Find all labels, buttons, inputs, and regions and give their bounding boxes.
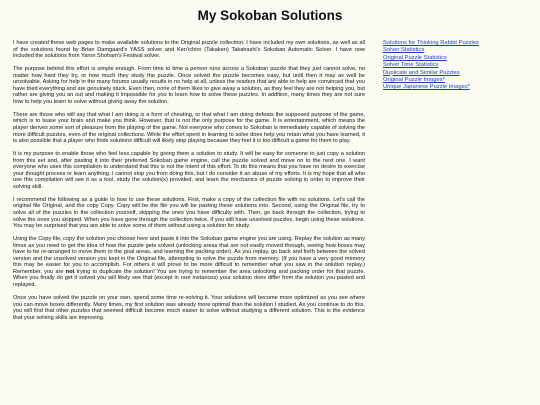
paragraph-replay-part1: Using the Copy file, copy the solution you choose here and paste it into the Sokoban game engine you are using. Replay the solution as many times as you need to get the idea of how the puzzle gets solved (unlocking areas that are not easily moved through, seeing how boxes may have to be re-arranged to move them to the goal areas, and learning the packing order). As you replay, go back and forth between the solved version and the unsolved version you kept in the Original file, attempting to solve the puzzle from memory. (If you have a very good memory this may be easier for you to accomplish. For others it will prove to be more difficult to remember what you saw in the solution replay.) Remember, you are	[13, 236, 365, 275]
paragraph-purpose: The purpose behind this effort is simple enough. From time to time a person runs across a Sokoban puzzle that they just cannot solve, no matter how hard they try, or how much they study the puzzle. Once solved the puzzle becomes easy, but until then it may as well be unsolvable. Asking for help in the many forums usually results in no help at all, unless the readers that are able to help are convinced that you have tried everything and are genuinely stuck. Even then, none of them likes to give away a solution, as they feel they are not helping you, but rather are giving you an out and making it impossible for you to learn how to solve these puzzles. In addition, many times they are not sure how to help you learn to solve without giving away the solution.	[13, 66, 365, 105]
link-duplicate-similar-puzzles[interactable]: Duplicate and Similar Puzzles	[383, 69, 460, 76]
paragraph-cheating: There are those who will say that what I am doing is a form of cheating, or that what I am doing defeats the supposed purpose of the game, which is to tease your brain and make you think. However, that is not the only purpose for the game. It is entertainment, which means the player derives some sort of pleasure from the playing of the game. Not everyone who comes to Sokoban is immediately capable of solving the more difficult puzzles, even of the original collections. While the effort spent in learning to solve does help you retain what you have learned, it is also possible that a player who finds solutions difficult will likely stop playing because they feel it is too difficult a game for them to play.	[13, 111, 365, 145]
link-solver-time-statistics[interactable]: Solver Time Statistics	[383, 62, 439, 69]
link-unique-japanese-puzzle-images[interactable]: Unique Japanese Puzzle Images*	[383, 84, 471, 91]
link-thinking-rabbit-solutions[interactable]: Solutions for Thinking Rabbit Puzzles	[383, 40, 479, 46]
main-content	[13, 40, 365, 328]
paragraph-replay	[13, 236, 365, 288]
sidebar-links	[383, 40, 533, 92]
paragraph-intro: I have created these web pages to make available solutions to the Original puzzle collection. I have included my own solutions, as well as all of the solutions found by Brian Damgaard's YASS solver and Ken'ichiro (Takaken) Takahashi's Sokoban Automatic Solver. I have now included the solutions from Yaron Shoham's Festival solver.	[13, 40, 365, 60]
paragraph-guide: I recommend the following as a guide to how to use these solutions. First, make a copy of the collection file with no solutions. Let's call the original file Original, and the copy Copy. Copy will be the file you will be pasting these solutions into. Second, using the Original file, try to solve all of the puzzles in the collection yourself, skipping the ones you have difficulty with. Then, go back through the collection, trying to solve the ones you skipped. When you have gone through the collection twice, if you still have unsolved puzzles, begin using these solutions. You may be surprised that you are able to solve some of them without using a solution for study.	[13, 196, 365, 230]
page-title: My Sokoban Solutions	[197, 8, 343, 23]
link-original-puzzle-statistics[interactable]: Original Puzzle Statistics	[383, 54, 447, 61]
link-solver-statistics[interactable]: Solver Statistics	[383, 47, 425, 54]
link-original-puzzle-images[interactable]: Original Puzzle Images*	[383, 77, 445, 84]
paragraph-replay-part2: trying to duplicate the solution! You are trying to remember the area unlocking and packing order for that puzzle. When you finally do get it solved you will likely see that (except in rare instances) your solution does differ from the solution you pasted and replayed.	[13, 268, 365, 288]
paragraph-intent: It is my purpose to enable those who feel less capable by giving them a solution to study. It will be easy for someone to just copy a solution from this set and, after pasting it into their preferred Sokoban game engine, call the puzzle solved and move on to the next one. I want everyone who uses this compilation to understand that this is not the intent of this effort. To do this means that you have no desire to exercise your thought process or learn anything. I cannot stop you from doing this, but I do consider it an abuse of my efforts. It is my hope that all who use this compilation will see it as a tool, study the solution(s) provided, and learn the mechanics of puzzle solving in order to improve their solving skill.	[13, 151, 365, 190]
paragraph-optimize: Once you have solved the puzzle on your own, spend some time re-solving it. Your solutions will become more optimized as you see where you can move boxes differently. Many times, my first solution was already more optimal than the solution I studied. As you continue to do this, you will find that other puzzles that seemed difficult become much easier to solve without studying a different solution. This is the evidence that your solving skills are improving.	[13, 295, 365, 321]
emphasis-not: not	[65, 268, 75, 275]
